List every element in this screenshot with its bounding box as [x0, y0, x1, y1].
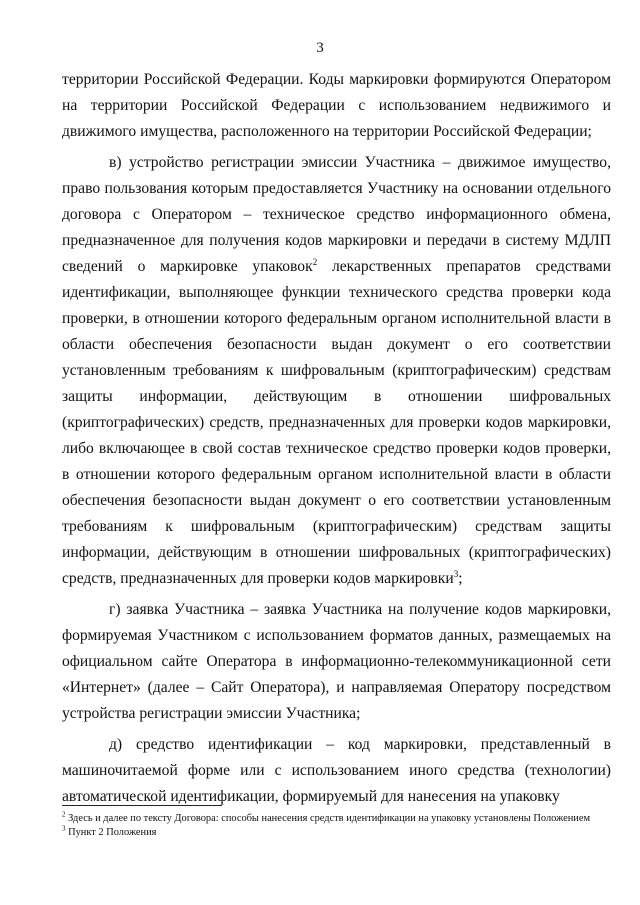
footnotes	[62, 812, 622, 840]
paragraph-g: г) заявка Участника – заявка Участника на получение кодов маркировки, формируемая Участником с использованием форматов данных, размещаемых на официальном сайте Оператора в информационно-телекоммуникационной сети «Интернет» (далее – Сайт Оператора), и направляемая Оператору посредством устройства регистрации эмиссии Участника;	[62, 601, 611, 722]
footnote-separator	[62, 805, 222, 806]
footnote-ref-3: 3	[453, 568, 459, 579]
paragraph-v	[62, 150, 611, 592]
paragraph-continuation: территории Российской Федерации. Коды маркировки формируются Оператором на территории Российской Федерации с использованием недвижимого и движимого имущества, расположенного на территории Российской Федерации;	[62, 71, 611, 140]
footnote-3	[62, 826, 622, 840]
page-number: 3	[316, 40, 324, 56]
document-body	[62, 67, 611, 810]
paragraph-v-text-a: в) устройство регистрации эмиссии Участника – движимое имущество, право пользования которым предоставляется Участнику на основании отдельного договора с Оператором – техническое средство информационного обмена, предназначенное для получения кодов маркировки и передачи в систему МДЛП сведений о маркировке упаковок	[62, 154, 611, 275]
footnote-ref-2: 2	[312, 256, 318, 267]
paragraph-v-text-b: лекарственных препаратов средствами идентификации, выполняющее функции технического средства проверки кода проверки, в отношении которого федеральным органом исполнительной власти в области обеспечения безопасности выдан документ о его соответствии установленным требованиям к шифровальным (криптографическим) средствам защиты информации, действующим в отношении шифровальных (криптографических) средств, предназначенных для проверки кодов маркировки, либо включающее в свой состав техническое средство проверки кодов проверки, в отношении которого федеральным органом исполнительной власти в области обеспечения безопасности выдан документ о его соответствии установленным требованиям к шифровальным (криптографическим) средствам защиты информации, действующим в отношении шифровальных (криптографических) средств, предназначенных для проверки кодов маркировки	[62, 258, 611, 587]
footnote-mark-3: 3	[62, 824, 66, 833]
paragraph-v-text-c: ;	[458, 570, 463, 587]
footnote-text-3: Пункт 2 Положения	[65, 827, 157, 838]
footnote-text-2: Здесь и далее по тексту Договора: способы нанесения средств идентификации на упаковку установлены Положением	[65, 813, 591, 824]
paragraph-d: д) средство идентификации – код маркировки, представленный в машиночитаемой форме или с использованием иного средства (технологии) автоматической идентификации, формируемый для нанесения на упаковку	[62, 736, 611, 805]
footnote-2	[62, 812, 622, 826]
footnote-mark-2: 2	[62, 810, 66, 819]
